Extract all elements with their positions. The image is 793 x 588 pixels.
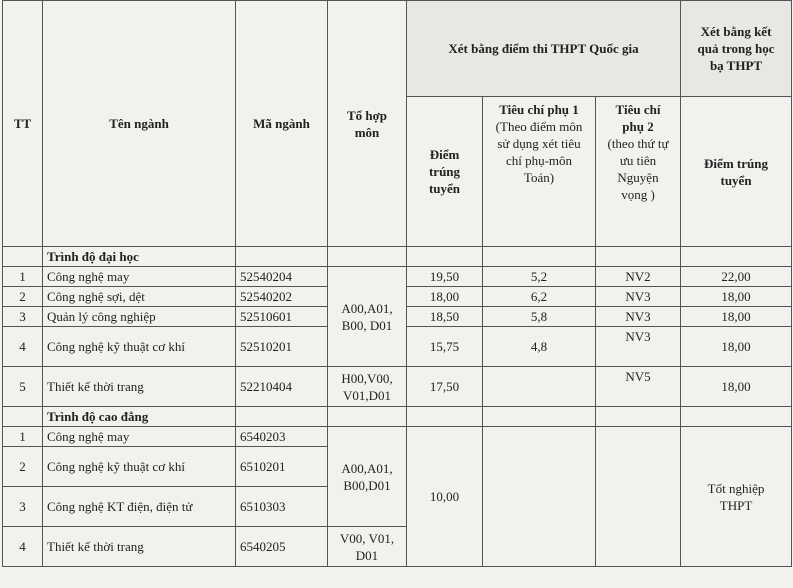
header-hocba-diem: Điểm trúng tuyển <box>681 97 792 247</box>
header-tt: TT <box>3 1 43 247</box>
row-tc2: NV5 <box>596 367 681 407</box>
row-tt: 2 <box>3 287 43 307</box>
tieu-chi-2-title: Tiêu chí phụ 2 <box>615 102 661 134</box>
tieu-chi-1-note: (Theo điểm môn sử dụng xét tiêu chí phụ-môn Toán) <box>495 119 583 185</box>
header-ten-nganh: Tên ngành <box>43 1 236 247</box>
row-code: 52210404 <box>236 367 328 407</box>
row-tc1 <box>483 367 596 407</box>
row-tc1: 6,2 <box>483 287 596 307</box>
combo-dai-hoc-b: H00,V00, V01,D01 <box>328 367 407 407</box>
header-row-1 <box>3 1 792 97</box>
row-name: Thiết kế thời trang <box>43 527 236 567</box>
section-row-dai-hoc <box>3 247 792 267</box>
row-hocba: 22,00 <box>681 267 792 287</box>
row-code: 6540205 <box>236 527 328 567</box>
combo-cao-dang-b: V00, V01, D01 <box>328 527 407 567</box>
row-name: Công nghệ KT điện, điện tử <box>43 487 236 527</box>
row-score: 15,75 <box>407 327 483 367</box>
row-score: 17,50 <box>407 367 483 407</box>
table-row <box>3 367 792 407</box>
row-code: 52510601 <box>236 307 328 327</box>
row-name: Thiết kế thời trang <box>43 367 236 407</box>
row-code: 52540202 <box>236 287 328 307</box>
row-name: Công nghệ may <box>43 267 236 287</box>
row-name: Quản lý công nghiệp <box>43 307 236 327</box>
row-score: 18,00 <box>407 287 483 307</box>
row-tc1: 5,8 <box>483 307 596 327</box>
row-tc1: 4,8 <box>483 327 596 367</box>
row-tc2: NV3 <box>596 307 681 327</box>
row-code: 6510303 <box>236 487 328 527</box>
row-code: 52540204 <box>236 267 328 287</box>
row-tt: 1 <box>3 267 43 287</box>
row-name: Công nghệ sợi, dệt <box>43 287 236 307</box>
row-tc1: 5,2 <box>483 267 596 287</box>
header-tieu-chi-1 <box>483 97 596 247</box>
table-row <box>3 267 792 287</box>
row-code: 52510201 <box>236 327 328 367</box>
row-tc2: NV2 <box>596 267 681 287</box>
header-tieu-chi-2 <box>596 97 681 247</box>
combo-cao-dang-a: A00,A01, B00,D01 <box>328 427 407 527</box>
row-score: 19,50 <box>407 267 483 287</box>
table-row <box>3 427 792 447</box>
row-hocba: 18,00 <box>681 307 792 327</box>
row-tt: 3 <box>3 487 43 527</box>
header-diem-trung-tuyen: Điểm trúng tuyển <box>407 97 483 247</box>
row-name: Công nghệ kỹ thuật cơ khí <box>43 327 236 367</box>
admission-score-table <box>2 0 792 567</box>
row-score: 18,50 <box>407 307 483 327</box>
row-tt: 3 <box>3 307 43 327</box>
header-hocba-group: Xét bằng kết quả trong học bạ THPT <box>681 1 792 97</box>
row-hocba: 18,00 <box>681 367 792 407</box>
tieu-chi-2-note: (theo thứ tự ưu tiên Nguyện vọng ) <box>607 136 669 202</box>
row-tt: 2 <box>3 447 43 487</box>
row-hocba: 18,00 <box>681 287 792 307</box>
header-to-hop: Tổ hợp môn <box>328 1 407 247</box>
section-row-cao-dang <box>3 407 792 427</box>
row-hocba: 18,00 <box>681 327 792 367</box>
row-tt: 4 <box>3 327 43 367</box>
row-name: Công nghệ kỹ thuật cơ khí <box>43 447 236 487</box>
row-tc2: NV3 <box>596 287 681 307</box>
row-name: Công nghệ may <box>43 427 236 447</box>
row-tt: 1 <box>3 427 43 447</box>
cao-dang-hocba: Tốt nghiệp THPT <box>681 427 792 567</box>
section-label-cao-dang: Trình độ cao đẳng <box>43 407 236 427</box>
tieu-chi-1-title: Tiêu chí phụ 1 <box>499 102 579 117</box>
row-tt: 4 <box>3 527 43 567</box>
row-tc2: NV3 <box>596 327 681 367</box>
header-thpt-group: Xét bằng điểm thi THPT Quốc gia <box>407 1 681 97</box>
cao-dang-score: 10,00 <box>407 427 483 567</box>
row-code: 6510201 <box>236 447 328 487</box>
header-ma-nganh: Mã ngành <box>236 1 328 247</box>
row-code: 6540203 <box>236 427 328 447</box>
row-tt: 5 <box>3 367 43 407</box>
section-label-dai-hoc: Trình độ đại học <box>43 247 236 267</box>
combo-dai-hoc-a: A00,A01, B00, D01 <box>328 267 407 367</box>
